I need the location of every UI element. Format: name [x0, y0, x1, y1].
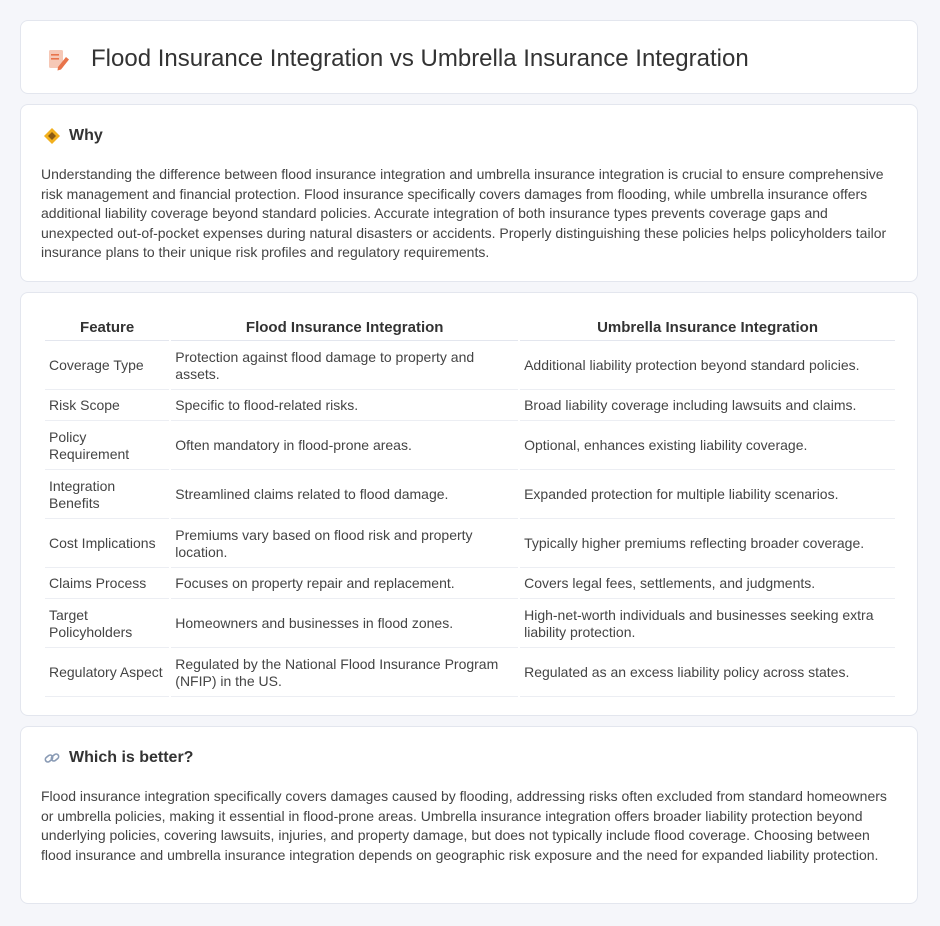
- document-pencil-icon: [45, 46, 71, 72]
- umbrella-cell: Typically higher premiums reflecting broader coverage.: [520, 521, 895, 568]
- table-row: [45, 650, 895, 697]
- better-heading: Which is better?: [69, 749, 194, 766]
- table-row: [45, 343, 895, 390]
- table-row: [45, 601, 895, 648]
- why-body: Understanding the difference between flood insurance integration and umbrella insurance integration is crucial to ensure comprehensive risk management and financial protection. Flood insurance specifically covers damages from flooding, while umbrella insurance offers additional liability coverage beyond standard policies. Accurate integration of both insurance types prevents coverage gaps and unexpected out-of-pocket expenses during natural disasters or accidents. Properly distinguishing these policies helps policyholders tailor insurance plans to their unique risk profiles and regulatory requirements.: [41, 166, 887, 260]
- table-row: [45, 423, 895, 470]
- umbrella-cell: Broad liability coverage including lawsuits and claims.: [520, 392, 895, 421]
- why-header: [43, 127, 103, 145]
- flood-cell: Premiums vary based on flood risk and property location.: [171, 521, 518, 568]
- umbrella-cell: Expanded protection for multiple liability scenarios.: [520, 472, 895, 519]
- comparison-table: [43, 315, 897, 699]
- umbrella-cell: High-net-worth individuals and businesses seeking extra liability protection.: [520, 601, 895, 648]
- flood-cell: Specific to flood-related risks.: [171, 392, 518, 421]
- flood-cell: Focuses on property repair and replacement.: [171, 570, 518, 599]
- umbrella-cell: Covers legal fees, settlements, and judgments.: [520, 570, 895, 599]
- feature-cell: Integration Benefits: [45, 472, 169, 519]
- table-row: [45, 472, 895, 519]
- flood-cell: Homeowners and businesses in flood zones.: [171, 601, 518, 648]
- table-row: [45, 521, 895, 568]
- feature-cell: Policy Requirement: [45, 423, 169, 470]
- umbrella-cell: Additional liability protection beyond standard policies.: [520, 343, 895, 390]
- comparison-section: [20, 292, 918, 716]
- header-feature: Feature: [45, 317, 169, 341]
- flood-cell: Often mandatory in flood-prone areas.: [171, 423, 518, 470]
- link-icon: [43, 749, 61, 767]
- header-flood: Flood Insurance Integration: [171, 317, 518, 341]
- better-body: Flood insurance integration specifically covers damages caused by flooding, addressing risks often excluded from standard homeowners or umbrella policies, making it essential in flood-prone areas. Umbrella insurance integration offers broader liability protection beyond underlying policies, covering lawsuits, injuries, and property damage, but does not typically include flood coverage. Choosing between flood insurance and umbrella insurance integration depends on geographic risk exposure and the need for expanded liability protection.: [41, 788, 887, 863]
- title-card: [20, 20, 918, 94]
- page-title: Flood Insurance Integration vs Umbrella Insurance Integration: [91, 45, 749, 72]
- table-row: [45, 392, 895, 421]
- table-header-row: [45, 317, 895, 341]
- feature-cell: Coverage Type: [45, 343, 169, 390]
- why-section: [20, 104, 918, 282]
- why-heading: Why: [69, 127, 103, 144]
- feature-cell: Target Policyholders: [45, 601, 169, 648]
- feature-cell: Cost Implications: [45, 521, 169, 568]
- flood-cell: Streamlined claims related to flood damage.: [171, 472, 518, 519]
- feature-cell: Risk Scope: [45, 392, 169, 421]
- header-umbrella: Umbrella Insurance Integration: [520, 317, 895, 341]
- feature-cell: Claims Process: [45, 570, 169, 599]
- flood-cell: Regulated by the National Flood Insurance Program (NFIP) in the US.: [171, 650, 518, 697]
- table-row: [45, 570, 895, 599]
- which-better-section: [20, 726, 918, 904]
- feature-cell: Regulatory Aspect: [45, 650, 169, 697]
- title-row: [45, 45, 749, 73]
- better-header: [43, 749, 193, 767]
- diamond-icon: [43, 127, 61, 145]
- umbrella-cell: Optional, enhances existing liability coverage.: [520, 423, 895, 470]
- umbrella-cell: Regulated as an excess liability policy across states.: [520, 650, 895, 697]
- flood-cell: Protection against flood damage to property and assets.: [171, 343, 518, 390]
